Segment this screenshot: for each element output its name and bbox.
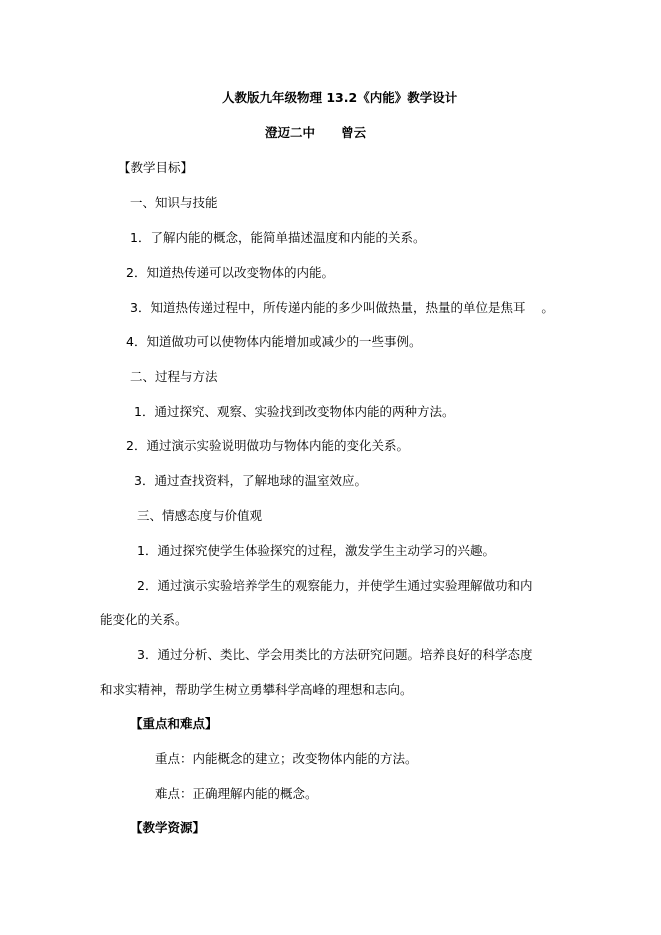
list-item: 1．通过探究、观察、实验找到改变物体内能的两种方法。 — [134, 404, 455, 419]
list-item: 1．通过探究使学生体验探究的过程，激发学生主动学习的兴趣。 — [137, 543, 495, 558]
key-point-text: 重点：内能概念的建立；改变物体内能的方法。 — [155, 751, 418, 766]
list-item: 2．知道热传递可以改变物体的内能。 — [126, 265, 334, 280]
subsection-heading-process: 二、过程与方法 — [130, 369, 218, 384]
section-heading-resources: 【教学资源】 — [130, 820, 206, 835]
subsection-heading-attitude: 三、情感态度与价值观 — [137, 508, 263, 523]
list-item: 3．通过查找资料，了解地球的温室效应。 — [134, 473, 367, 488]
list-item: 3．通过分析、类比、学会用类比的方法研究问题。培养良好的科学态度 — [137, 647, 533, 662]
difficult-point-text: 难点：正确理解内能的概念。 — [155, 786, 318, 801]
list-item: 4．知道做功可以使物体内能增加或减少的一些事例。 — [126, 334, 422, 349]
section-heading-key-points: 【重点和难点】 — [130, 716, 218, 731]
list-item: 2．通过演示实验培养学生的观察能力，并使学生通过实验理解做功和内 — [137, 578, 533, 593]
list-item: 3．知道热传递过程中，所传递内能的多少叫做热量，热量的单位是焦耳 。 — [130, 300, 554, 315]
list-item-continuation: 能变化的关系。 — [100, 612, 188, 627]
list-item-continuation: 和求实精神，帮助学生树立勇攀科学高峰的理想和志向。 — [100, 682, 413, 697]
list-item: 1．了解内能的概念，能简单描述温度和内能的关系。 — [130, 230, 426, 245]
subsection-heading-knowledge: 一、知识与技能 — [130, 195, 218, 210]
section-heading-objectives: 【教学目标】 — [118, 160, 194, 175]
list-item: 2．通过演示实验说明做功与物体内能的变化关系。 — [126, 438, 409, 453]
document-title: 人教版九年级物理 13.2《内能》教学设计 — [222, 90, 458, 105]
document-author: 澄迈二中 曾云 — [265, 125, 367, 140]
